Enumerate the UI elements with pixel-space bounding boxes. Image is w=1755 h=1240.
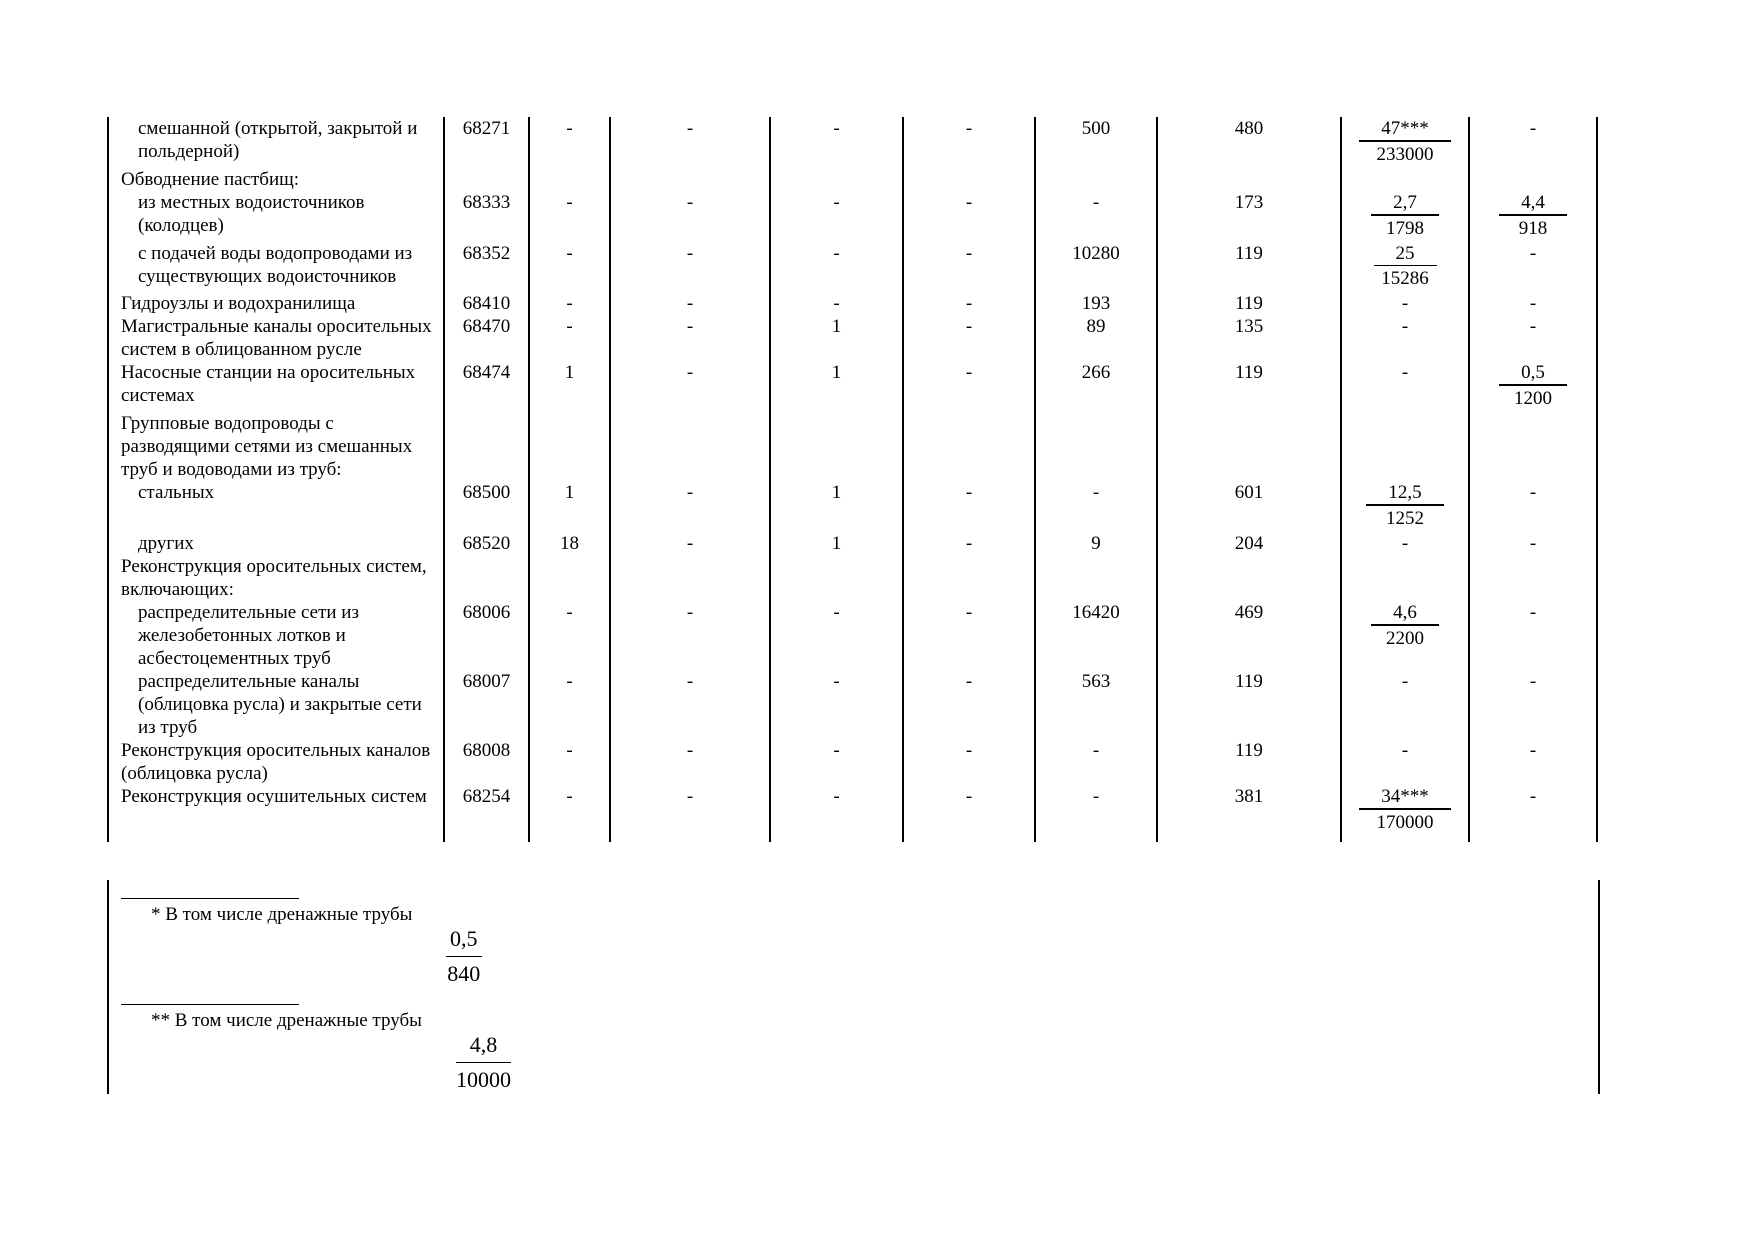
- cell: -: [770, 785, 903, 842]
- row-code: 68410: [444, 292, 529, 315]
- data-table: [107, 117, 1598, 842]
- table-row: [108, 481, 1597, 532]
- fraction: $\frac{34***}{170000}$: [1359, 785, 1451, 836]
- cell: -: [903, 117, 1035, 168]
- row-name: Реконструкция осушительных систем: [108, 785, 444, 842]
- cell: 119: [1157, 670, 1341, 739]
- cell: 89: [1035, 315, 1157, 361]
- cell: -: [1035, 785, 1157, 842]
- cell: 1: [770, 481, 903, 532]
- fraction: $\frac{0,5}{1200}$: [1499, 361, 1567, 412]
- cell: 18: [560, 533, 579, 554]
- footnote-text: ** В том числе дренажные трубы: [151, 1010, 422, 1031]
- table-row: [108, 601, 1597, 670]
- table-row: [108, 739, 1597, 785]
- table-row: [108, 785, 1597, 842]
- table-row: [108, 191, 1597, 242]
- cell: -: [610, 785, 770, 842]
- cell: -: [770, 242, 903, 292]
- row-name: из местных водоисточников (колодцев): [138, 192, 365, 236]
- cell: -: [770, 601, 903, 670]
- cell: 173: [1157, 191, 1341, 242]
- row-code: 68254: [444, 785, 529, 842]
- cell: 193: [1035, 292, 1157, 315]
- table-row: [108, 555, 1597, 601]
- cell: -: [1035, 481, 1157, 532]
- fraction: $\frac{4,6}{2200}$: [1371, 601, 1439, 652]
- cell: -: [903, 532, 1035, 555]
- cell: 135: [1157, 315, 1341, 361]
- row-name: Гидроузлы и водохранилища: [108, 292, 444, 315]
- cell: -: [1469, 117, 1597, 168]
- cell: -: [1469, 315, 1597, 361]
- cell: 10280: [1035, 242, 1157, 292]
- cell: -: [610, 315, 770, 361]
- cell: 204: [1157, 532, 1341, 555]
- cell: -: [566, 740, 573, 761]
- cell: -: [566, 671, 573, 692]
- cell: -: [610, 532, 770, 555]
- cell: -: [1469, 601, 1597, 670]
- row-name: распределительные каналы (облицовка русла) и закрытые сети из труб: [138, 671, 422, 738]
- footnote-fraction: $\frac{0,5}{840}$: [446, 922, 482, 991]
- row-code: 68352: [444, 242, 529, 292]
- cell: 381: [1157, 785, 1341, 842]
- cell: -: [1341, 315, 1469, 361]
- row-code: 68470: [444, 315, 529, 361]
- cell: 1: [770, 532, 903, 555]
- cell: -: [1341, 739, 1469, 785]
- cell: -: [610, 670, 770, 739]
- cell: -: [610, 601, 770, 670]
- row-code: 68006: [444, 601, 529, 670]
- cell: 480: [1157, 117, 1341, 168]
- fraction: $\frac{4,4}{918}$: [1499, 191, 1567, 242]
- cell: 16420: [1035, 601, 1157, 670]
- cell: -: [1341, 361, 1469, 412]
- cell: -: [903, 361, 1035, 412]
- row-name: Реконструкция оросительных систем, включающих:: [108, 555, 444, 601]
- cell: -: [770, 739, 903, 785]
- cell: -: [610, 481, 770, 532]
- table-row: [108, 242, 1597, 292]
- table-row: [108, 361, 1597, 412]
- row-name: стальных: [138, 482, 215, 503]
- fraction: $\frac{12,5}{1252}$: [1366, 481, 1443, 532]
- cell: -: [903, 670, 1035, 739]
- cell: -: [566, 118, 573, 139]
- cell: -: [903, 242, 1035, 292]
- cell: -: [903, 601, 1035, 670]
- table-row: [108, 292, 1597, 315]
- cell: -: [1469, 292, 1597, 315]
- cell: -: [1035, 191, 1157, 242]
- table-row: [108, 117, 1597, 168]
- row-code: 68333: [444, 191, 529, 242]
- cell: -: [1469, 242, 1597, 292]
- cell: 119: [1157, 739, 1341, 785]
- cell: -: [770, 670, 903, 739]
- cell: 1: [770, 361, 903, 412]
- row-code: 68271: [444, 117, 529, 168]
- row-code: 68007: [444, 670, 529, 739]
- cell: 563: [1035, 670, 1157, 739]
- cell: 601: [1157, 481, 1341, 532]
- cell: -: [566, 293, 573, 314]
- footnotes: [107, 880, 1600, 1094]
- cell: -: [1469, 670, 1597, 739]
- footnote-text: * В том числе дренажные трубы: [151, 904, 413, 925]
- cell: -: [1469, 481, 1597, 532]
- row-code: 68474: [444, 361, 529, 412]
- cell: -: [770, 292, 903, 315]
- row-name: Обводнение пастбищ:: [108, 168, 444, 191]
- row-code: 68520: [444, 532, 529, 555]
- table-row: [108, 670, 1597, 739]
- cell: -: [903, 315, 1035, 361]
- table-row: [108, 315, 1597, 361]
- row-code: 68500: [444, 481, 529, 532]
- cell: -: [1341, 292, 1469, 315]
- cell: -: [610, 292, 770, 315]
- cell: -: [1469, 785, 1597, 842]
- cell: -: [770, 191, 903, 242]
- cell: -: [610, 191, 770, 242]
- row-name: с подачей воды водопроводами из существующих водоисточников: [138, 243, 413, 287]
- cell: -: [903, 292, 1035, 315]
- cell: 469: [1157, 601, 1341, 670]
- fraction: $\frac{2,7}{1798}$: [1371, 191, 1439, 242]
- cell: -: [610, 361, 770, 412]
- cell: -: [1469, 739, 1597, 785]
- cell: -: [1035, 739, 1157, 785]
- table-row: [108, 412, 1597, 481]
- footnote-rule: [121, 1004, 299, 1005]
- cell: -: [566, 316, 573, 337]
- cell: 1: [564, 362, 575, 383]
- cell: -: [610, 117, 770, 168]
- row-code: 68008: [444, 739, 529, 785]
- row-name: Групповые водопроводы с разводящими сетями из смешанных труб и водоводами из труб:: [108, 412, 444, 481]
- cell: 119: [1157, 242, 1341, 292]
- cell: -: [566, 192, 573, 213]
- cell: -: [770, 117, 903, 168]
- table-row: [108, 532, 1597, 555]
- cell: -: [1469, 532, 1597, 555]
- row-name: Магистральные каналы оросительных систем в облицованном русле: [108, 315, 444, 361]
- table-row: [108, 168, 1597, 191]
- fraction: $\frac{25}{15286}$: [1374, 242, 1437, 292]
- cell: -: [610, 739, 770, 785]
- cell: 119: [1157, 292, 1341, 315]
- fraction: $\frac{47***}{233000}$: [1359, 117, 1451, 168]
- cell: 1: [770, 315, 903, 361]
- cell: -: [566, 243, 573, 264]
- cell: -: [566, 602, 573, 623]
- cell: 266: [1035, 361, 1157, 412]
- cell: 1: [564, 482, 575, 503]
- cell: -: [903, 481, 1035, 532]
- cell: 119: [1157, 361, 1341, 412]
- cell: -: [903, 739, 1035, 785]
- row-name: других: [138, 533, 194, 554]
- cell: 9: [1035, 532, 1157, 555]
- row-name: распределительные сети из железобетонных лотков и асбестоцементных труб: [138, 602, 359, 669]
- footnote-rule: [121, 898, 299, 899]
- cell: -: [1341, 670, 1469, 739]
- cell: -: [903, 785, 1035, 842]
- cell: 500: [1035, 117, 1157, 168]
- row-name: Реконструкция оросительных каналов (облицовка русла): [108, 739, 444, 785]
- row-name: Насосные станции на оросительных системах: [108, 361, 444, 412]
- footnote-fraction: $\frac{4,8}{10000}$: [456, 1028, 511, 1097]
- cell: -: [566, 786, 573, 807]
- cell: -: [610, 242, 770, 292]
- row-name: смешанной (открытой, закрытой и польдерной): [138, 118, 418, 162]
- cell: -: [1341, 532, 1469, 555]
- cell: -: [903, 191, 1035, 242]
